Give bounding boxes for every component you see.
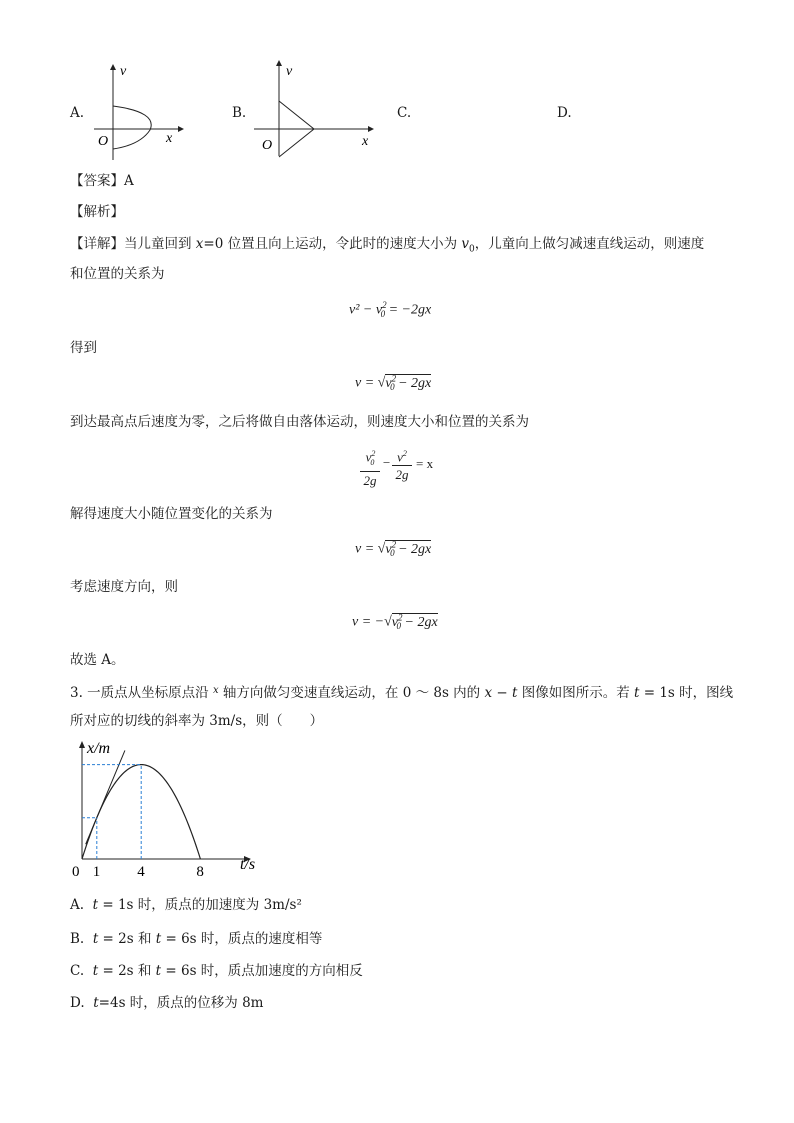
x-axis-arrow: [79, 741, 85, 748]
parabola-curve: [113, 106, 151, 149]
fraction-1: $v^2_0$ 2g: [360, 446, 380, 490]
get-text: 得到: [70, 340, 97, 356]
origin-label: O: [262, 138, 273, 153]
q3-option-a[interactable]: A. t = 1s 时，质点的加速度为 3m/s²: [70, 897, 302, 913]
option-b-graph: [250, 58, 380, 158]
equation-4: $v = √v^2_0 - 2gx$: [355, 539, 432, 559]
choose-text: 故选 A。: [70, 652, 125, 668]
y-axis-arrow: [110, 64, 116, 70]
direction-text: 考虑速度方向，则: [70, 579, 178, 595]
y-axis-label: v: [120, 64, 127, 79]
option-a-letter: A.: [70, 105, 85, 121]
detail-line-1: 【详解】当儿童回到 x=0 位置且向上运动，令此时的速度大小为 $v_0$，儿童向上做匀减速直线运动，则速度: [70, 236, 705, 255]
origin-label: O: [98, 134, 109, 149]
x-axis-arrow: [368, 126, 374, 132]
tick-label-4: 4: [137, 864, 145, 880]
q3-line-1: 3. 一质点从坐标原点沿 $^x$ 轴方向做匀变速直线运动，在 0 ～ 8s 内的 x − t 图像如图所示。若 t = 1s 时，图线: [70, 685, 734, 701]
tick-label-1: 1: [92, 864, 101, 880]
equation-1: $v^2 - v^2_0 = -2gx$: [349, 300, 432, 320]
q3-option-c[interactable]: C. t = 2s 和 t = 6s 时，质点加速度的方向相反: [70, 963, 363, 979]
fall-text: 到达最高点后速度为零，之后将做自由落体运动，则速度大小和位置的关系为: [70, 414, 529, 430]
x-axis-label: x: [166, 131, 173, 146]
answer-tag: 【答案】A: [70, 173, 134, 189]
q3-line-2: 所对应的切线的斜率为 3m/s，则（ ）: [70, 713, 324, 729]
option-b-letter: B.: [232, 105, 247, 121]
x-axis-label: x: [362, 134, 369, 149]
option-c-letter: C.: [397, 105, 412, 121]
y-axis-label: x/m: [87, 740, 111, 757]
equation-5: $v = -√v^2_0 - 2gx$: [352, 612, 438, 632]
option-a-graph: [88, 62, 188, 162]
option-d-letter: D.: [557, 105, 572, 121]
fraction-2: $v^2$ 2g: [392, 446, 412, 484]
tick-label-0: 0: [72, 864, 80, 880]
tick-label-8: 8: [196, 864, 204, 880]
xt-graph: [68, 738, 268, 880]
q3-option-b[interactable]: B. t = 2s 和 t = 6s 时，质点的速度相等: [70, 931, 323, 947]
q3-option-d[interactable]: D. t=4s 时，质点的位移为 8m: [70, 995, 264, 1011]
analysis-tag: 【解析】: [70, 204, 124, 220]
equation-2: $v = √v^2_0 - 2gx$: [355, 373, 432, 393]
y-axis-arrow: [276, 60, 282, 66]
x-axis-label: t/s: [240, 856, 256, 873]
solve-text: 解得速度大小随位置变化的关系为: [70, 506, 273, 522]
x-axis-arrow: [178, 126, 184, 132]
detail-line-2: 和位置的关系为: [70, 266, 165, 282]
y-axis-label: v: [286, 64, 293, 79]
